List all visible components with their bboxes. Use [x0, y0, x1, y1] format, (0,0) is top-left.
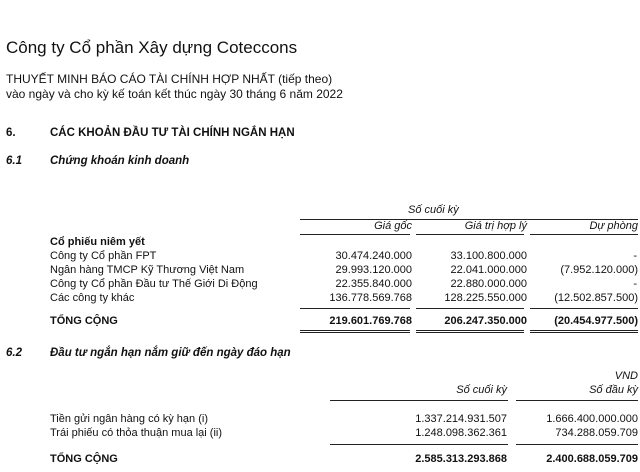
- column-header-end-period: Số cuối kỳ: [456, 384, 507, 396]
- total-label: TỔNG CỘNG: [50, 315, 118, 327]
- row-name: Công ty Cổ phần FPT: [50, 250, 157, 262]
- provision-value: -: [633, 250, 637, 262]
- period-header: Số cuối kỳ: [408, 204, 459, 216]
- total-rule: [516, 444, 638, 445]
- subsection-number: 6.1: [6, 155, 22, 167]
- currency-label: VND: [614, 370, 638, 382]
- begin-period-value: 734.288.059.709: [555, 427, 638, 439]
- group-label: Cổ phiếu niêm yết: [50, 236, 145, 248]
- total-provision: (20.454.977.500): [554, 315, 638, 327]
- provision-value: (12.502.857.500): [554, 292, 638, 304]
- total-cost: 219.601.769.768: [329, 315, 412, 327]
- total-fair-value: 206.247.350.000: [444, 315, 527, 327]
- cost-value: 29.993.120.000: [335, 264, 412, 276]
- section-title: CÁC KHOẢN ĐẦU TƯ TÀI CHÍNH NGẮN HẠN: [50, 127, 295, 139]
- column-rule: [330, 400, 508, 401]
- row-name: Các công ty khác: [50, 292, 135, 304]
- row-name: Tiền gửi ngân hàng có kỳ hạn (i): [50, 413, 208, 425]
- fair-value: 33.100.800.000: [450, 250, 527, 262]
- section-number: 6.: [6, 127, 16, 139]
- column-rule: [416, 234, 524, 235]
- column-header-fair-value: Giá trị hợp lý: [464, 220, 527, 232]
- begin-period-value: 1.666.400.000.000: [546, 413, 638, 425]
- total-rule: [416, 308, 524, 309]
- total-rule: [300, 308, 410, 309]
- provision-value: (7.952.120.000): [560, 264, 638, 276]
- fair-value: 128.225.550.000: [444, 292, 527, 304]
- cost-value: 30.474.240.000: [335, 250, 412, 262]
- column-header-provision: Dự phòng: [589, 220, 638, 232]
- subsection-title: Chứng khoán kinh doanh: [50, 155, 190, 167]
- total-double-rule: [416, 330, 524, 333]
- subsection-title: Đầu tư ngắn hạn nắm giữ đến ngày đáo hạn: [50, 347, 291, 359]
- total-double-rule: [300, 330, 410, 333]
- total-rule: [530, 308, 638, 309]
- fair-value: 22.880.000.000: [450, 278, 527, 290]
- column-rule: [516, 400, 638, 401]
- column-rule: [300, 234, 410, 235]
- total-end-period: 2.585.313.293.868: [415, 453, 507, 465]
- row-name: Ngân hàng TMCP Kỹ Thương Việt Nam: [50, 264, 245, 276]
- column-header-begin-period: Số đầu kỳ: [589, 384, 638, 396]
- cost-value: 136.778.569.768: [329, 292, 412, 304]
- row-name: Trái phiếu có thỏa thuận mua lại (ii): [50, 427, 223, 439]
- total-double-rule: [530, 330, 638, 333]
- provision-value: -: [633, 278, 637, 290]
- fair-value: 22.041.000.000: [450, 264, 527, 276]
- total-rule: [330, 444, 508, 445]
- row-name: Công ty Cổ phần Đầu tư Thế Giới Di Động: [50, 278, 258, 290]
- column-rule: [530, 234, 638, 235]
- report-title: THUYẾT MINH BÁO CÁO TÀI CHÍNH HỢP NHẤT (tiếp theo): [6, 72, 333, 86]
- cost-value: 22.355.840.000: [335, 278, 412, 290]
- column-header-cost: Giá gốc: [374, 220, 412, 232]
- end-period-value: 1.337.214.931.507: [415, 413, 507, 425]
- total-label: TỔNG CỘNG: [50, 453, 118, 465]
- company-name: Công ty Cổ phần Xây dựng Coteccons: [6, 38, 298, 57]
- end-period-value: 1.248.098.362.361: [415, 427, 507, 439]
- total-begin-period: 2.400.688.059.709: [546, 453, 638, 465]
- subsection-number: 6.2: [6, 347, 22, 359]
- report-period: vào ngày và cho kỳ kế toán kết thúc ngày 30 tháng 6 năm 2022: [6, 87, 343, 101]
